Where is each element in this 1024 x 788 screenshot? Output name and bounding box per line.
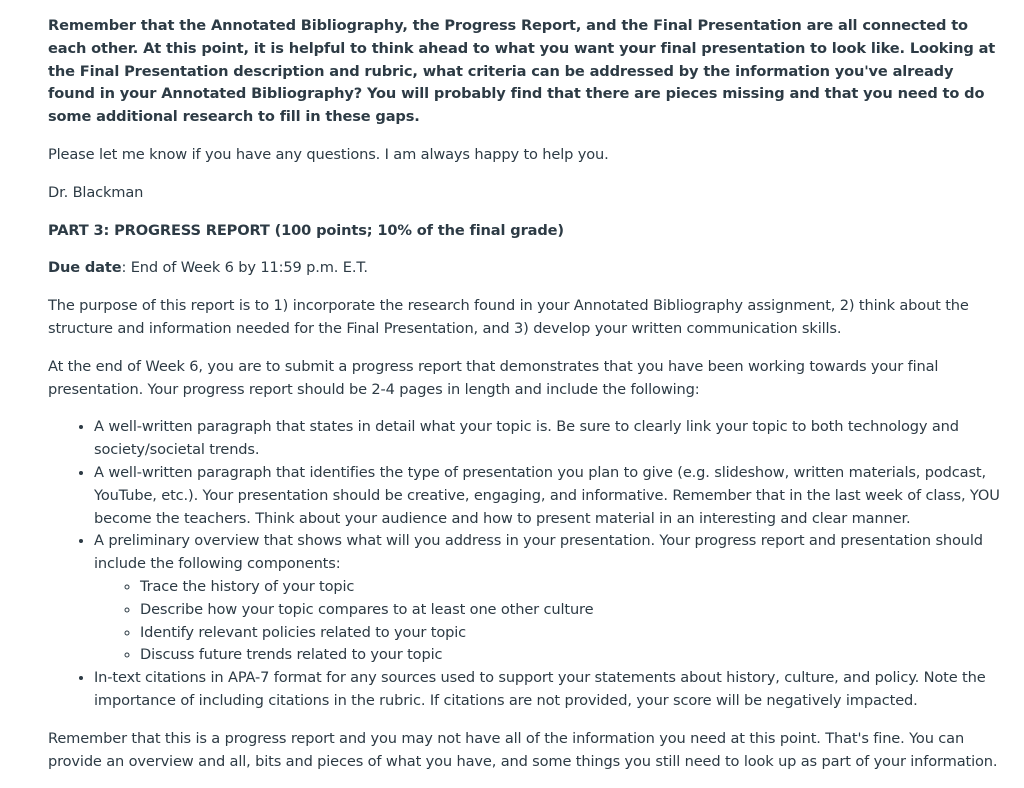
closing-paragraph: Remember that this is a progress report and you may not have all of the information you need at this point. That's fine. You can provide an overview and all, bits and pieces of what you have, and some things you still need to look up as part of your information. [48,729,998,770]
components-list [94,576,1004,667]
component-item: ◦ Discuss future trends related to your topic [140,644,1004,667]
purpose-paragraph: The purpose of this report is to 1) incorporate the research found in your Annotated Bibliography assignment, 2) think about the structure and information needed for the Final Presentation, and 3) develop your written communication skills. [48,297,969,337]
component-item: ◦ Describe how your topic compares to at least one other culture [140,599,1004,622]
part3-heading: PART 3: PROGRESS REPORT (100 points; 10% of the final grade) [48,221,564,239]
list-item-text: A preliminary overview that shows what will you address in your presentation. Your progress report and presentation should include the following components: [94,532,983,573]
component-item: ◦ Identify relevant policies related to your topic [140,622,1004,645]
due-date-value: : End of Week 6 by 11:59 p.m. E.T. [121,259,368,277]
intro-paragraph: Remember that the Annotated Bibliography, the Progress Report, and the Final Presentation are all connected to each other. At this point, it is helpful to think ahead to what you want your final presentation to look like. Looking at the Final Presentation description and rubric, what criteria can be addressed by the information you've already found in your Annotated Bibliography? You will probably find that there are pieces missing and that you need to do some additional research to fill in these gaps. [48,17,996,126]
assignment-content [48,15,1004,788]
due-date-label: Due date [48,259,122,277]
signature: Dr. Blackman [48,183,144,201]
instructions-paragraph: At the end of Week 6, you are to submit a progress report that demonstrates that you have been working towards your final presentation. Your progress report should be 2-4 pages in length and include the following: [48,357,939,398]
list-item: • A well-written paragraph that identifies the type of presentation you plan to give (e.g. slideshow, written materials, podcast, YouTube, etc.). Your presentation should be creative, engaging, and informative. Remember that in the last week of class, YOU become the teachers. Think about your audience and how to present material in an interesting and clear manner. [94,462,1004,530]
list-item: • In-text citations in APA-7 format for any sources used to support your statements about history, culture, and policy. Note the importance of including citations in the rubric. If citations are not provided, your score will be negatively impacted. [94,667,1004,713]
component-item: ◦ Trace the history of your topic [140,576,1004,599]
list-item [94,530,1004,667]
questions-note: Please let me know if you have any questions. I am always happy to help you. [48,145,609,163]
due-date [48,257,1004,280]
requirements-list [48,416,1004,712]
list-item: • A well-written paragraph that states in detail what your topic is. Be sure to clearly link your topic to both technology and society/societal trends. [94,416,1004,462]
